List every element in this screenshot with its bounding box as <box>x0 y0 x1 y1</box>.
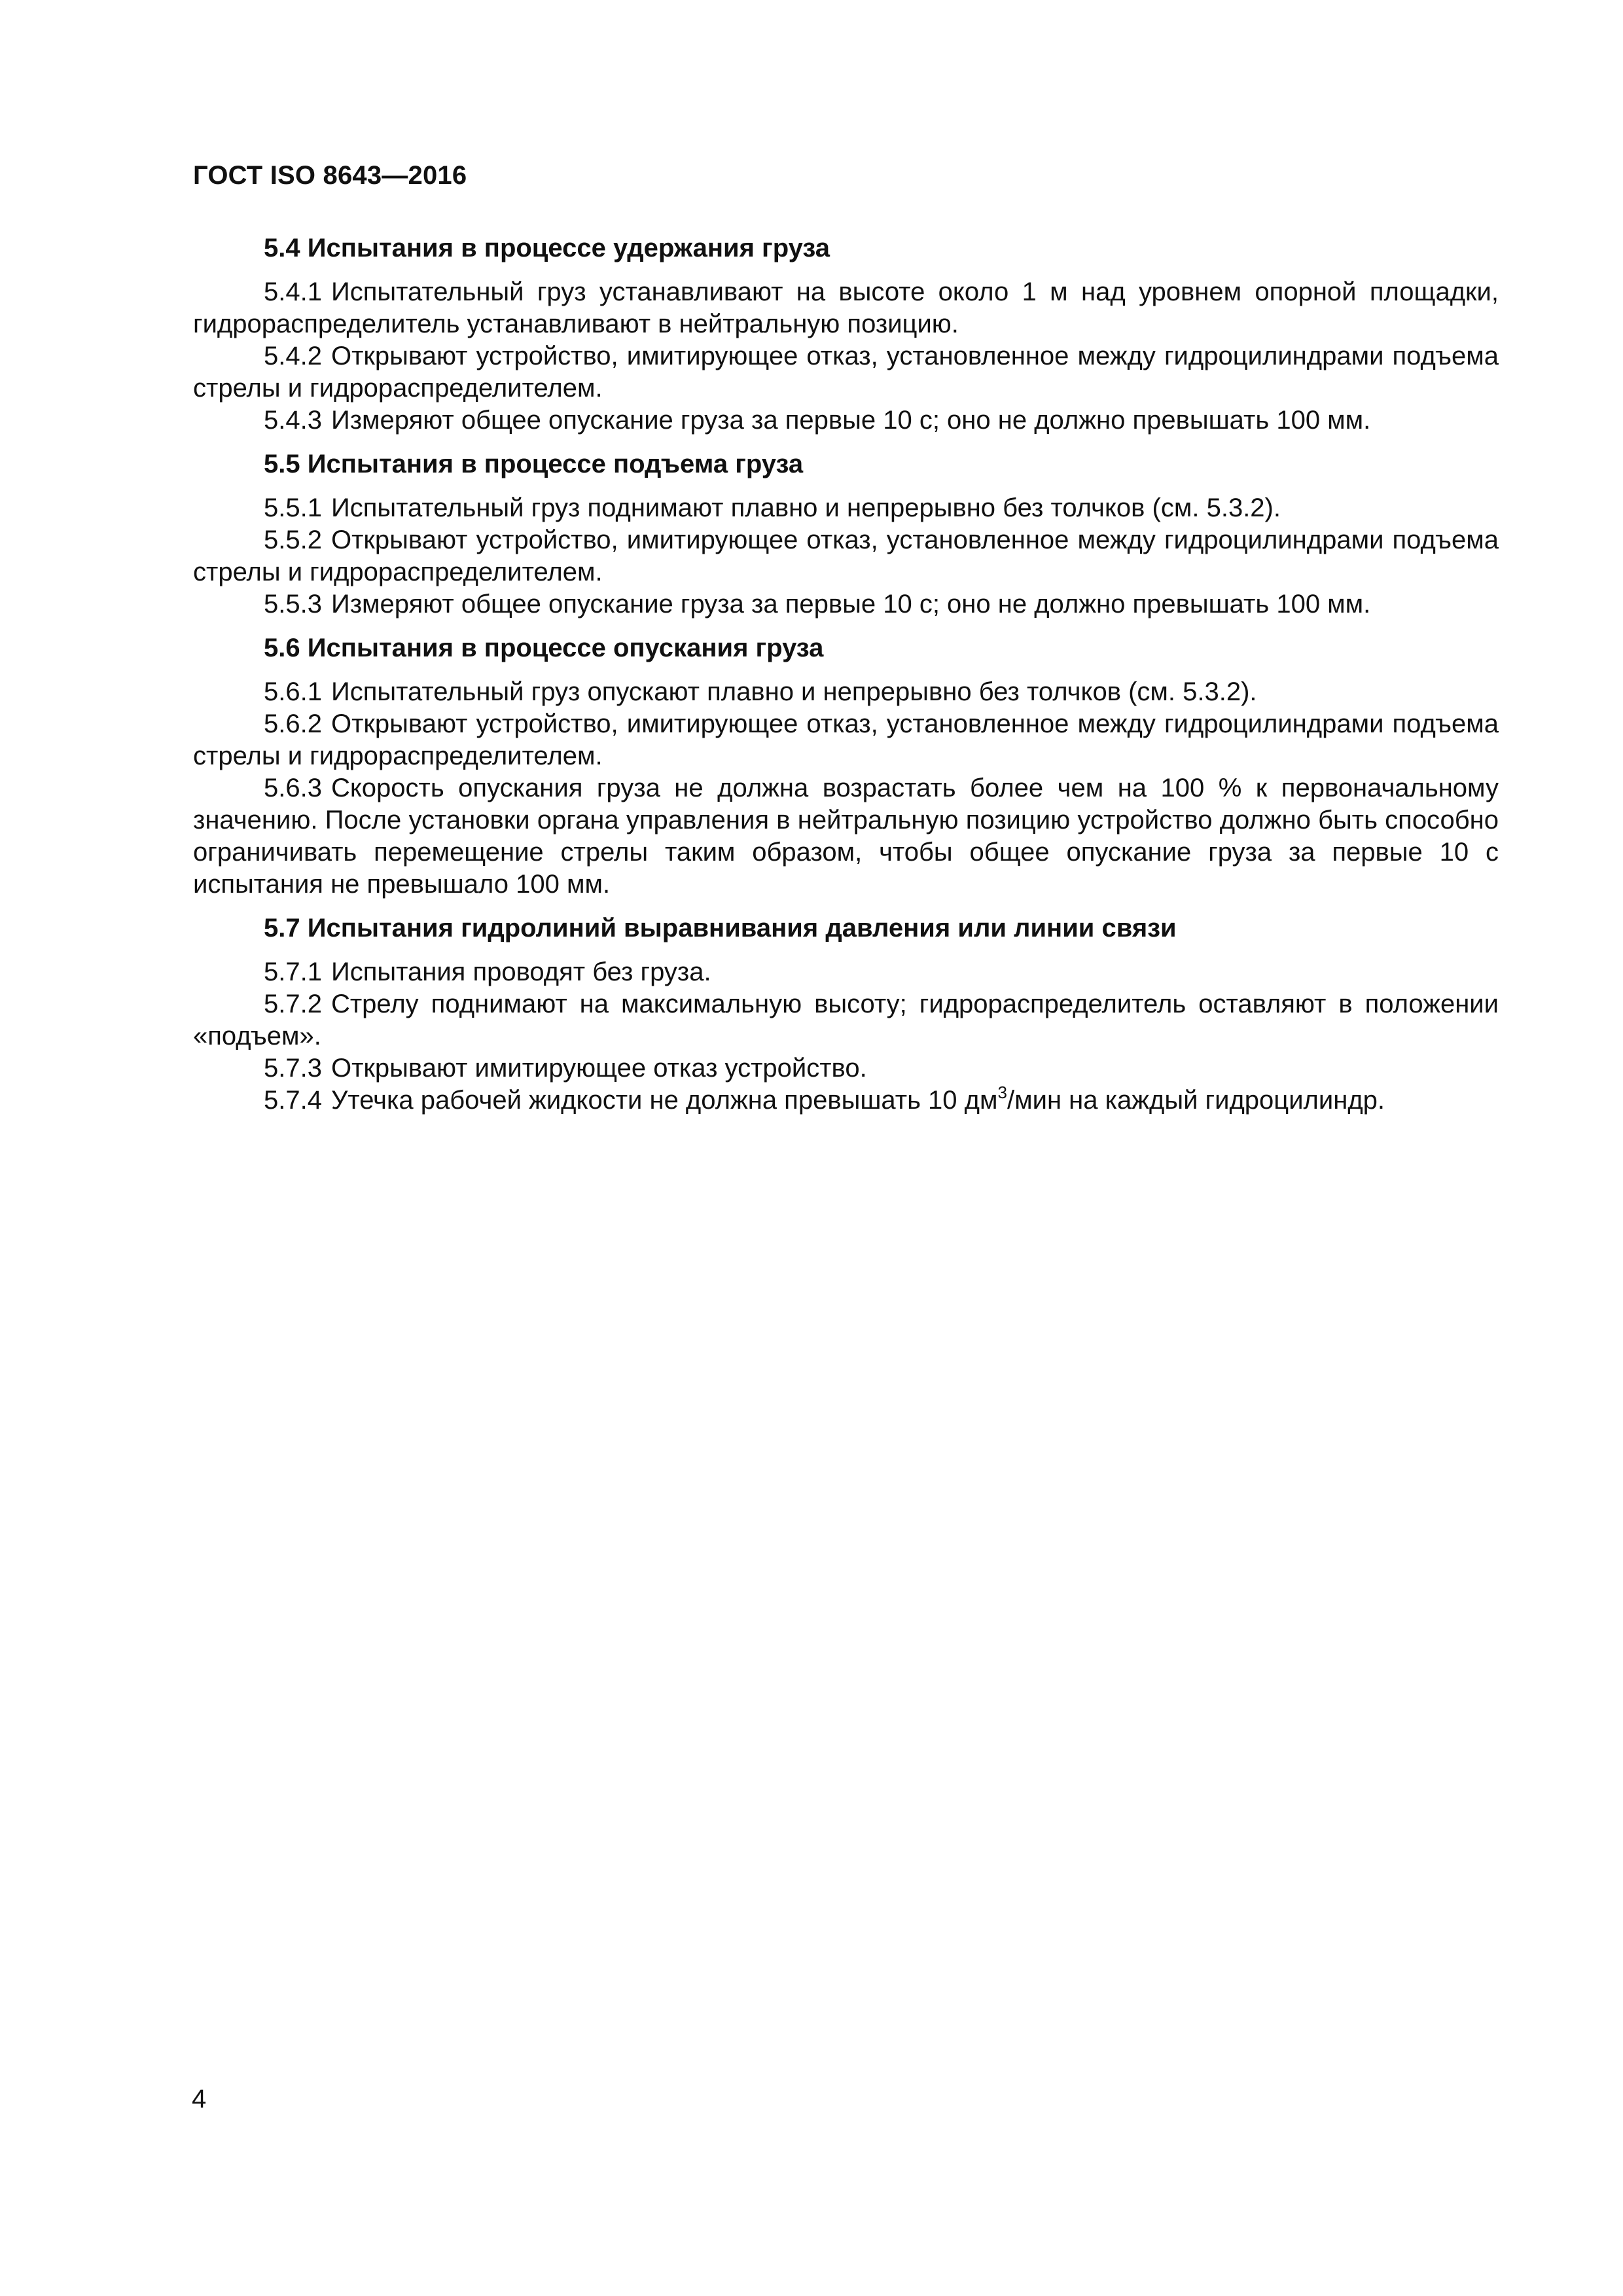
section-5-7 <box>193 912 1499 1117</box>
clause-number: 5.5.1 <box>264 493 322 522</box>
paragraph <box>193 588 1499 620</box>
paragraph-text-before: Утечка рабочей жидкости не должна превышать 10 дм <box>330 1086 998 1115</box>
section-5-4 <box>193 232 1499 437</box>
paragraph-text: Скорость опускания груза не должна возрастать более чем на 100 % к первоначальному значению. После установки органа управления в нейтральную позицию устройство должно быть способно ограничивать перемещение стрелы таким образом, чтобы общее опускание груза за первые 10 с испытания не превышало 100 мм. <box>193 774 1499 899</box>
document-header: ГОСТ ISO 8643—2016 <box>193 161 467 190</box>
clause-number: 5.4.1 <box>264 278 322 306</box>
section-heading: 5.7 Испытания гидролиний выравнивания давления или линии связи <box>264 914 1177 942</box>
clause-number: 5.4.2 <box>264 342 322 370</box>
section-5-6 <box>193 632 1499 901</box>
section-heading: 5.4 Испытания в процессе удержания груза <box>264 234 830 262</box>
paragraph <box>193 404 1499 437</box>
paragraph-text: Стрелу поднимают на максимальную высоту; гидрораспределитель оставляют в положении «подъем». <box>193 990 1499 1050</box>
paragraph-text: Испытательный груз устанавливают на высоте около 1 м над уровнем опорной площадки, гидрораспределитель устанавливают в нейтральную позицию. <box>193 278 1499 338</box>
paragraph-text-after: /мин на каждый гидроцилиндр. <box>1007 1086 1385 1115</box>
paragraph <box>193 1052 1499 1085</box>
paragraph-text: Открывают имитирующее отказ устройство. <box>330 1054 867 1083</box>
paragraph-text: Испытания проводят без груза. <box>330 958 711 986</box>
clause-number: 5.6.3 <box>264 774 322 802</box>
paragraph-text: Испытательный груз поднимают плавно и непрерывно без толчков (см. 5.3.2). <box>330 493 1281 522</box>
paragraph <box>193 772 1499 901</box>
paragraph <box>193 676 1499 708</box>
clause-number: 5.5.2 <box>264 526 322 554</box>
paragraph <box>193 340 1499 404</box>
document-body <box>193 232 1499 1128</box>
section-heading: 5.5 Испытания в процессе подъема груза <box>264 450 804 478</box>
paragraph-text: Открывают устройство, имитирующее отказ, установленное между гидроцилиндрами подъема стрелы и гидрораспределителем. <box>193 342 1499 403</box>
paragraph <box>193 956 1499 988</box>
paragraph <box>193 276 1499 340</box>
paragraph <box>193 708 1499 772</box>
paragraph <box>193 492 1499 524</box>
clause-number: 5.4.3 <box>264 406 322 435</box>
paragraph-text: Испытательный груз опускают плавно и непрерывно без толчков (см. 5.3.2). <box>330 677 1257 706</box>
paragraph <box>193 988 1499 1052</box>
paragraph <box>193 1085 1499 1117</box>
paragraph <box>193 524 1499 588</box>
paragraph-text: Открывают устройство, имитирующее отказ, установленное между гидроцилиндрами подъема стрелы и гидрораспределителем. <box>193 709 1499 770</box>
clause-number: 5.7.4 <box>264 1086 322 1115</box>
section-5-5 <box>193 448 1499 620</box>
page-number: 4 <box>192 2085 207 2113</box>
clause-number: 5.6.2 <box>264 709 322 738</box>
clause-number: 5.7.3 <box>264 1054 322 1083</box>
clause-number: 5.6.1 <box>264 677 322 706</box>
paragraph-text: Открывают устройство, имитирующее отказ, установленное между гидроцилиндрами подъема стрелы и гидрораспределителем. <box>193 526 1499 586</box>
paragraph-text: Измеряют общее опускание груза за первые 10 с; оно не должно превышать 100 мм. <box>330 590 1371 619</box>
clause-number: 5.5.3 <box>264 590 322 619</box>
superscript: 3 <box>997 1083 1007 1102</box>
clause-number: 5.7.2 <box>264 990 322 1018</box>
clause-number: 5.7.1 <box>264 958 322 986</box>
paragraph-text: Измеряют общее опускание груза за первые 10 с; оно не должно превышать 100 мм. <box>330 406 1371 435</box>
section-heading: 5.6 Испытания в процессе опускания груза <box>264 634 824 662</box>
